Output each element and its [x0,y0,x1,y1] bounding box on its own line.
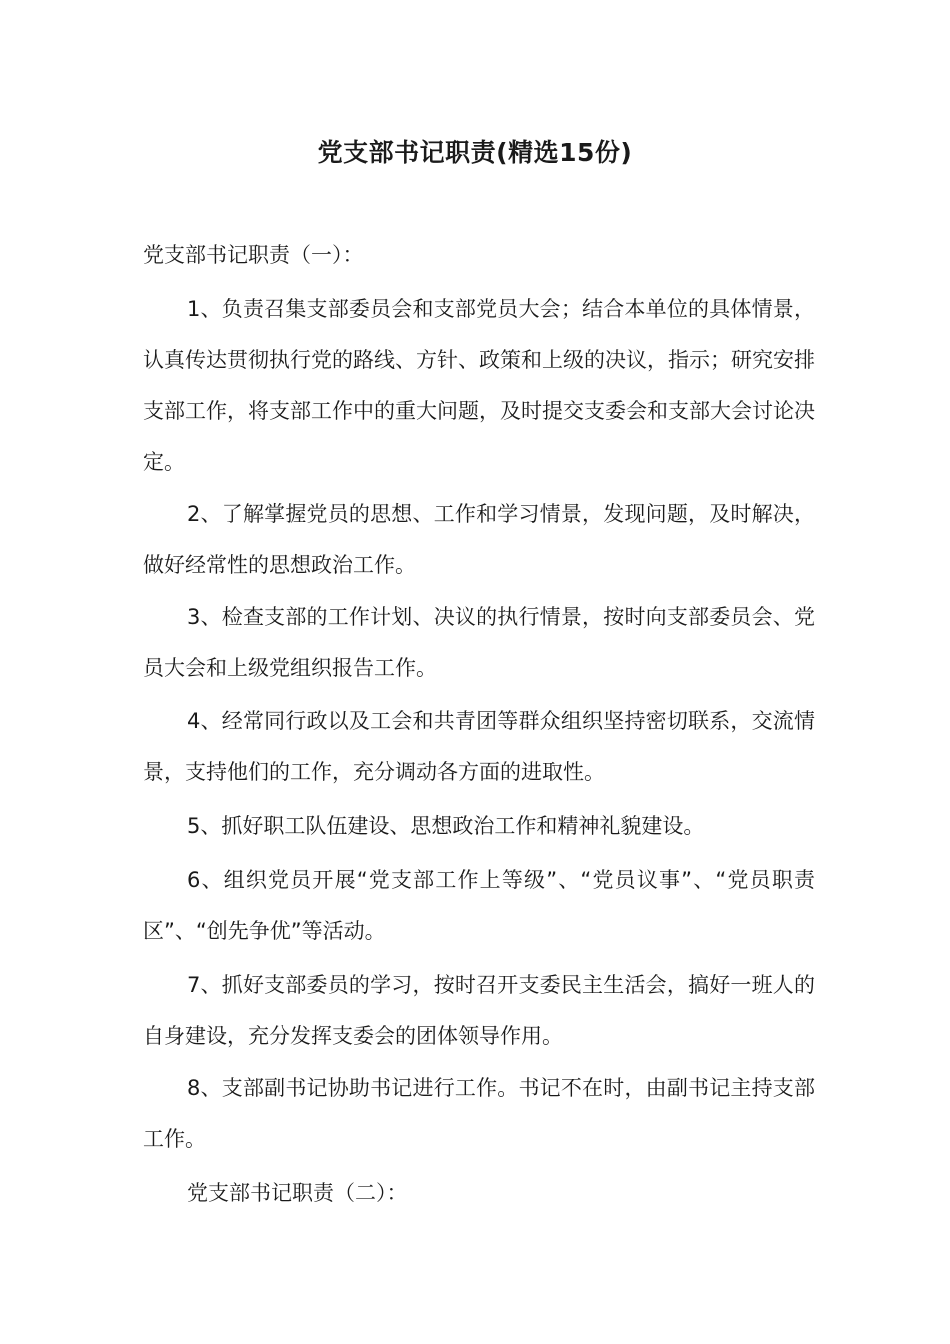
list-item: 3、检查支部的工作计划、决议的执行情景，按时向支部委员会、党员大会和上级党组织报告工作。 [143,605,815,680]
list-item: 6、组织党员开展“党支部工作上等级”、“党员议事”、“党员职责区”、“创先争优”等活动。 [143,868,815,943]
list-item: 2、了解掌握党员的思想、工作和学习情景，发现问题，及时解决，做好经常性的思想政治工作。 [143,502,815,577]
list-item: 7、抓好支部委员的学习，按时召开支委民主生活会，搞好一班人的自身建设，充分发挥支委会的团体领导作用。 [143,973,815,1048]
list-item: 5、抓好职工队伍建设、思想政治工作和精神礼貌建设。 [187,814,705,838]
list-item: 8、支部副书记协助书记进行工作。书记不在时，由副书记主持支部工作。 [143,1076,815,1151]
list-item: 1、负责召集支部委员会和支部党员大会；结合本单位的具体情景，认真传达贯彻执行党的路线、方针、政策和上级的决议，指示；研究安排支部工作，将支部工作中的重大问题，及时提交支委会和支部大会讨论决定。 [143,297,815,474]
section-heading: 党支部书记职责（一）： [143,243,364,267]
list-item: 4、经常同行政以及工会和共青团等群众组织坚持密切联系，交流情景，支持他们的工作，充分调动各方面的进取性。 [143,709,815,784]
document-title: 党支部书记职责(精选15份) [317,138,633,167]
section-heading: 党支部书记职责（二）： [187,1181,408,1205]
